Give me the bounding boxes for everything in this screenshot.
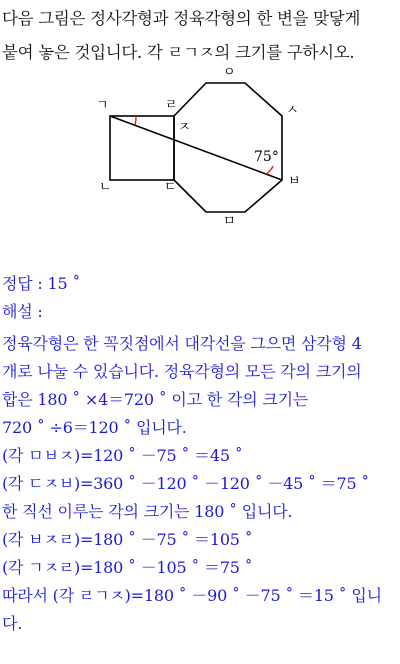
answer-section [2, 270, 398, 638]
hexagon-shape [174, 83, 282, 212]
problem-text [2, 2, 398, 70]
label-giyeok: ㄱ [96, 98, 109, 113]
explanation-line-3: 합은 180 ˚ ×4＝720 ˚ 이고 한 각의 크기는 [2, 390, 309, 409]
explanation-line-4: 720 ˚ ÷6＝120 ˚ 입니다. [2, 418, 187, 437]
explanation-line-11: 다. [2, 614, 23, 633]
label-digeut: ㄷ [164, 180, 177, 195]
answer-line: 정답 : 15 ˚ [2, 274, 81, 293]
explanation-heading: 해설 : [2, 302, 43, 321]
angle-arc-75 [266, 166, 273, 174]
explanation-line-6: (각 ㄷㅈㅂ)=360 ˚ －120 ˚ －120 ˚ －45 ˚ ＝75 ˚ [2, 474, 370, 493]
geometry-figure [0, 66, 400, 232]
explanation-line-1: 정육각형은 한 꼭짓점에서 대각선을 그으면 삼각형 4 [2, 334, 362, 353]
explanation-line-8: (각 ㅂㅈㄹ)=180 ˚ －75 ˚ ＝105 ˚ [2, 530, 253, 549]
label-jieut: ㅈ [178, 120, 191, 135]
explanation-line-9: (각 ㄱㅈㄹ)=180 ˚ －105 ˚ ＝75 ˚ [2, 558, 253, 577]
label-bieup: ㅂ [288, 174, 301, 189]
angle-arc-rieul-giyeok-jieut [135, 116, 136, 125]
label-ieung: ㅇ [223, 66, 236, 80]
explanation-line-2: 개로 나눌 수 있습니다. 정육각형의 모든 각의 크기의 [2, 362, 362, 381]
label-mieum: ㅁ [223, 214, 236, 229]
explanation-line-7: 한 직선 이루는 각의 크기는 180 ˚ 입니다. [2, 502, 293, 521]
problem-line-1: 다음 그림은 정사각형과 정육각형의 한 변을 맞닿게 [2, 9, 361, 28]
angle-label-75: 75° [254, 149, 279, 165]
square-shape [110, 116, 174, 180]
explanation-line-10: 따라서 (각 ㄹㄱㅈ)=180 ˚ －90 ˚ －75 ˚ ＝15 ˚ 입니 [2, 586, 382, 605]
label-rieul: ㄹ [165, 98, 178, 113]
label-siot: ㅅ [286, 103, 299, 118]
diagonal-line [110, 116, 282, 180]
label-nieun: ㄴ [99, 180, 112, 195]
explanation-line-5: (각 ㅁㅂㅈ)=120 ˚ －75 ˚ ＝45 ˚ [2, 446, 243, 465]
problem-line-2: 붙여 놓은 것입니다. 각 ㄹㄱㅈ의 크기를 구하시오. [2, 43, 355, 62]
